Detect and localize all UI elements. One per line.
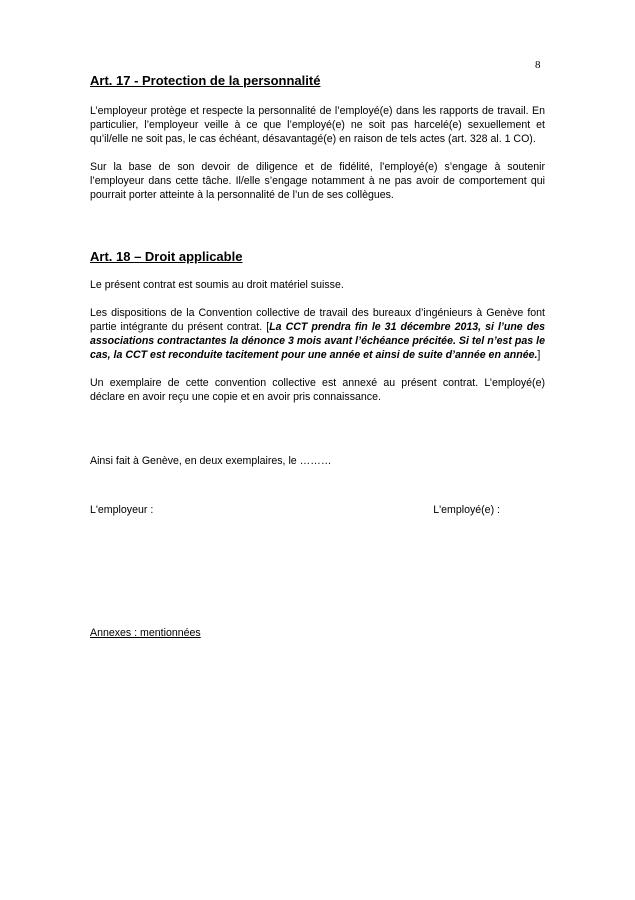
art18-heading: Art. 18 – Droit applicable xyxy=(90,249,243,264)
employee-signature-label: L'employé(e) : xyxy=(433,504,500,516)
page-number: 8 xyxy=(535,59,541,71)
art18-paragraph-3: Un exemplaire de cette convention collective est annexé au présent contrat. L’employé(e) déclare en avoir reçu une copie et en avoir pris connaissance. xyxy=(90,377,545,403)
art18-paragraph-2-text: Les dispositions de la Convention collective de travail des bureaux d’ingénieurs à Genève font partie intégrante du présent contrat. [ xyxy=(90,307,545,333)
signature-row xyxy=(90,503,545,517)
art17-heading: Art. 17 - Protection de la personnalité xyxy=(90,73,321,88)
art18-paragraph-1: Le présent contrat est soumis au droit matériel suisse. xyxy=(90,279,344,291)
art17-paragraph-1: L’employeur protège et respecte la personnalité de l’employé(e) dans les rapports de travail. En particulier, l’employeur veille à ce que l’employé(e) ne soit pas harcelé(e) sexuellement et qu’il/elle ne soit pas, le cas échéant, désavantagé(e) en raison de tels actes (art. 328 al. 1 CO). xyxy=(90,105,545,145)
place-date-line: Ainsi fait à Genève, en deux exemplaires, le ……… xyxy=(90,455,332,467)
art18-paragraph-2 xyxy=(90,306,545,362)
annexes-line: Annexes : mentionnées xyxy=(90,627,201,639)
bracket-close: ] xyxy=(537,349,541,361)
cct-duration-clause: La CCT prendra fin le 31 décembre 2013, si l’une des associations contractantes la dénonce 3 mois avant l’échéance précitée. Si tel n’est pas le cas, la CCT est reconduite tacitement pour une année et ainsi de suite d’année en année. xyxy=(90,321,545,361)
employer-signature-label: L'employeur : xyxy=(90,504,154,516)
document-body xyxy=(90,72,545,640)
art17-paragraph-2: Sur la base de son devoir de diligence et de fidélité, l’employé(e) s’engage à soutenir l’employeur dans cette tâche. Il/elle s’engage notamment à ne pas avoir de comportement qui pourrait porter atteinte à la personnalité de l’un de ses collègues. xyxy=(90,161,545,201)
